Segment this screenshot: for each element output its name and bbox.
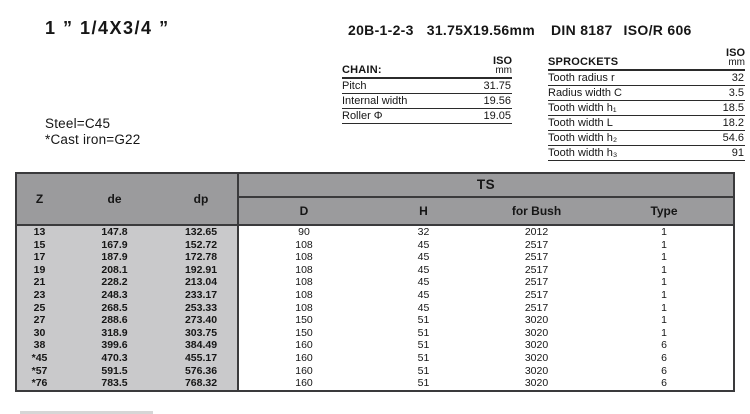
- spec-label: Tooth width h₂: [548, 131, 618, 144]
- cell-type: 6: [661, 339, 667, 352]
- cell-z: *45: [31, 351, 48, 364]
- cell-de: 147.8: [101, 226, 128, 238]
- spec-value: 32: [731, 71, 744, 84]
- sprockets-spec-row: [548, 101, 745, 116]
- cell-z: 30: [33, 326, 46, 339]
- row-left-group: [17, 352, 239, 365]
- spec-label: Tooth width L: [548, 116, 613, 129]
- cell-dp: 768.32: [184, 377, 218, 390]
- spec-value: 3.5: [728, 86, 744, 99]
- spec-value: 19.05: [483, 109, 511, 122]
- column-header-dp: dp: [193, 192, 209, 206]
- cell-d: 108: [295, 251, 313, 264]
- chain-spec-table-header: [342, 56, 512, 79]
- chain-spec-row: [342, 94, 512, 109]
- table-row: [17, 239, 733, 252]
- spec-label: Pitch: [342, 79, 367, 92]
- row-left-group: [17, 276, 239, 289]
- cell-type: 1: [661, 276, 667, 289]
- row-left-group: [17, 226, 239, 239]
- cell-for-bush: 3020: [524, 364, 549, 377]
- cell-dp: 384.49: [184, 339, 218, 352]
- cell-h: 51: [417, 364, 430, 377]
- row-left-group: [17, 289, 239, 302]
- cell-type: 6: [661, 377, 667, 390]
- column-header-de: de: [107, 192, 122, 206]
- table-row: [17, 276, 733, 289]
- cell-for-bush: 2517: [524, 276, 549, 289]
- cell-h: 45: [417, 238, 430, 251]
- spec-label: Internal width: [342, 94, 408, 107]
- column-header-d: D: [299, 204, 309, 218]
- spec-label: Radius width C: [548, 86, 622, 99]
- cell-z: 13: [33, 226, 46, 238]
- column-header-type: Type: [650, 204, 678, 218]
- cell-type: 6: [661, 364, 667, 377]
- cell-for-bush: 2517: [524, 288, 549, 301]
- iso-mm-unit: ISO mm: [493, 55, 512, 77]
- cell-h: 45: [417, 263, 430, 276]
- cell-de: 783.5: [101, 377, 128, 390]
- chain-size: 31.75X19.56mm: [426, 22, 535, 38]
- sprockets-spec-row: [548, 71, 745, 86]
- sprockets-spec-table-title: SPROCKETS: [548, 55, 619, 68]
- row-left-group: [17, 327, 239, 340]
- row-left-group: [17, 377, 239, 390]
- row-left-group: [17, 251, 239, 264]
- spec-label: Tooth width h₃: [548, 146, 618, 159]
- cell-h: 45: [417, 251, 430, 264]
- cell-type: 1: [661, 226, 667, 238]
- cell-type: 6: [661, 351, 667, 364]
- cell-for-bush: 2517: [524, 263, 549, 276]
- cell-for-bush: 2517: [524, 251, 549, 264]
- cell-d: 90: [298, 226, 310, 238]
- sprockets-spec-table: [548, 48, 745, 161]
- table-row: [17, 339, 733, 352]
- cell-z: 38: [33, 339, 46, 352]
- row-left-group: [17, 314, 239, 327]
- cell-z: 27: [33, 314, 46, 327]
- cell-d: 108: [295, 288, 313, 301]
- material-notes: [45, 116, 140, 148]
- row-left-group: [17, 239, 239, 252]
- table-row: [17, 365, 733, 378]
- cell-for-bush: 3020: [524, 377, 549, 390]
- table-row: [17, 264, 733, 277]
- spec-value: 19.56: [483, 94, 511, 107]
- cell-dp: 213.04: [184, 276, 218, 289]
- standard-din: DIN 8187: [551, 22, 613, 38]
- cell-for-bush: 3020: [524, 326, 549, 339]
- cell-for-bush: 3020: [524, 351, 549, 364]
- spec-label: Roller Φ: [342, 109, 383, 122]
- cell-dp: 152.72: [184, 238, 218, 251]
- row-left-group: [17, 365, 239, 378]
- iso-mm-unit: ISO mm: [726, 47, 745, 69]
- cell-de: 167.9: [101, 238, 128, 251]
- cell-d: 160: [295, 351, 313, 364]
- cell-dp: 233.17: [184, 288, 218, 301]
- cell-z: *57: [31, 364, 48, 377]
- chain-spec-row: [342, 79, 512, 94]
- table-body: [17, 226, 733, 390]
- cell-h: 51: [417, 326, 430, 339]
- column-header-h: H: [419, 204, 428, 218]
- cell-z: 19: [33, 263, 46, 276]
- standard-reference: [551, 22, 692, 38]
- cell-type: 1: [661, 288, 667, 301]
- cell-type: 1: [661, 301, 667, 314]
- cell-d: 160: [295, 364, 313, 377]
- cell-de: 591.5: [101, 364, 128, 377]
- cell-dp: 273.40: [184, 314, 218, 327]
- table-row: [17, 327, 733, 340]
- cell-dp: 303.75: [184, 326, 218, 339]
- column-group-header-ts: TS: [239, 174, 733, 198]
- cell-type: 1: [661, 251, 667, 264]
- sprockets-spec-rows: [548, 71, 745, 161]
- table-row: [17, 251, 733, 264]
- cell-de: 399.6: [101, 339, 128, 352]
- table-header: [17, 174, 733, 226]
- cell-h: 51: [417, 314, 430, 327]
- cell-h: 51: [417, 339, 430, 352]
- cell-dp: 576.36: [184, 364, 218, 377]
- table-row: [17, 226, 733, 239]
- sprockets-spec-row: [548, 116, 745, 131]
- cell-de: 248.3: [101, 288, 128, 301]
- table-header-left: [17, 174, 239, 224]
- cell-d: 108: [295, 301, 313, 314]
- cell-for-bush: 2012: [524, 226, 549, 238]
- cell-de: 318.9: [101, 326, 128, 339]
- cell-for-bush: 2517: [524, 301, 549, 314]
- cell-dp: 253.33: [184, 301, 218, 314]
- cell-d: 108: [295, 238, 313, 251]
- cell-d: 150: [295, 314, 313, 327]
- table-row: [17, 314, 733, 327]
- cell-d: 160: [295, 377, 313, 390]
- material-note-steel: Steel=C45: [45, 116, 111, 131]
- cell-h: 32: [417, 226, 430, 238]
- sprockets-spec-row: [548, 86, 745, 101]
- spec-value: 91: [731, 146, 744, 159]
- cell-dp: 172.78: [184, 251, 218, 264]
- cell-de: 288.6: [101, 314, 128, 327]
- cell-de: 187.9: [101, 251, 128, 264]
- row-left-group: [17, 339, 239, 352]
- cell-z: *76: [31, 377, 48, 390]
- cell-h: 51: [417, 377, 430, 390]
- chain-spec-table-title: CHAIN:: [342, 63, 382, 76]
- row-left-group: [17, 302, 239, 315]
- table-row: [17, 289, 733, 302]
- standard-iso: ISO/R 606: [623, 22, 692, 38]
- cell-type: 1: [661, 314, 667, 327]
- cell-dp: 455.17: [184, 351, 218, 364]
- cell-d: 150: [295, 326, 313, 339]
- sprocket-dimensions-table: [15, 172, 735, 392]
- sprockets-spec-table-header: [548, 48, 745, 71]
- cell-de: 228.2: [101, 276, 128, 289]
- cell-d: 160: [295, 339, 313, 352]
- material-note-cast-iron: *Cast iron=G22: [45, 131, 141, 147]
- cell-z: 23: [33, 288, 46, 301]
- ts-subheader-row: [239, 198, 733, 224]
- chain-designation: [348, 22, 535, 38]
- cell-h: 45: [417, 276, 430, 289]
- cell-for-bush: 3020: [524, 339, 549, 352]
- cell-type: 1: [661, 326, 667, 339]
- spec-value: 18.5: [722, 101, 744, 114]
- cell-h: 51: [417, 351, 430, 364]
- cell-type: 1: [661, 263, 667, 276]
- chain-spec-table: [342, 56, 512, 124]
- spec-value: 54.6: [722, 131, 744, 144]
- page-title: 1 ” 1/4X3/4 ”: [45, 18, 170, 38]
- cell-z: 25: [33, 301, 46, 314]
- table-header-ts: [239, 174, 733, 224]
- column-header-z: Z: [35, 192, 44, 206]
- table-row: [17, 377, 733, 390]
- cell-de: 470.3: [101, 351, 128, 364]
- chain-code: 20B-1-2-3: [348, 22, 414, 38]
- cell-z: 17: [33, 251, 46, 264]
- table-row: [17, 302, 733, 315]
- cell-dp: 132.65: [184, 226, 218, 238]
- cell-for-bush: 2517: [524, 238, 549, 251]
- cell-z: 15: [33, 238, 46, 251]
- cell-d: 108: [295, 276, 313, 289]
- row-left-group: [17, 264, 239, 277]
- spec-label: Tooth width h₁: [548, 101, 617, 114]
- cell-type: 1: [661, 238, 667, 251]
- column-header-for-bush: for Bush: [511, 204, 562, 218]
- chain-spec-rows: [342, 79, 512, 124]
- cell-for-bush: 3020: [524, 314, 549, 327]
- table-row: [17, 352, 733, 365]
- spec-label: Tooth radius r: [548, 71, 615, 84]
- cell-z: 21: [33, 276, 46, 289]
- cell-de: 208.1: [101, 263, 128, 276]
- cell-dp: 192.91: [184, 263, 218, 276]
- cell-h: 45: [417, 288, 430, 301]
- spec-value: 31.75: [483, 79, 511, 92]
- sprockets-spec-row: [548, 146, 745, 161]
- cell-de: 268.5: [101, 301, 128, 314]
- sprockets-spec-row: [548, 131, 745, 146]
- cell-h: 45: [417, 301, 430, 314]
- chain-spec-row: [342, 109, 512, 124]
- cell-d: 108: [295, 263, 313, 276]
- spec-value: 18.2: [722, 116, 744, 129]
